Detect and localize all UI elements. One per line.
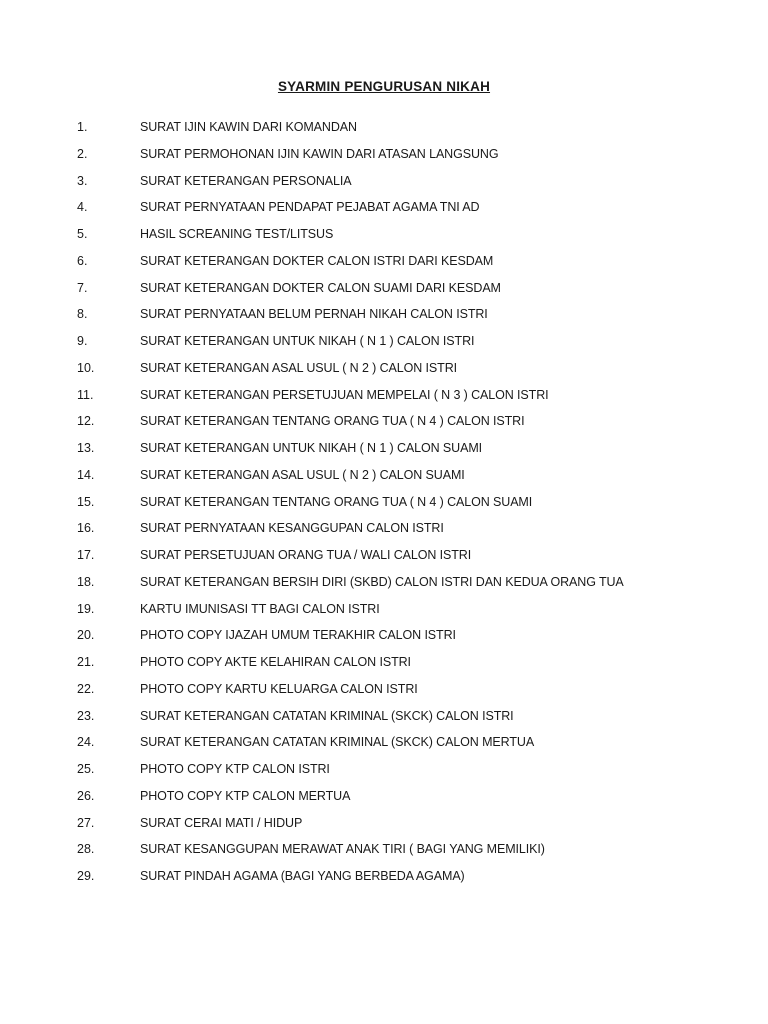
list-item xyxy=(0,141,768,168)
item-text: KARTU IMUNISASI TT BAGI CALON ISTRI xyxy=(140,601,380,616)
item-number: 10. xyxy=(77,360,95,375)
document-title: SYARMIN PENGURUSAN NIKAH xyxy=(277,79,491,94)
list-item xyxy=(0,489,768,516)
list-item xyxy=(0,836,768,863)
list-item xyxy=(0,328,768,355)
item-text: SURAT KETERANGAN CATATAN KRIMINAL (SKCK) CALON MERTUA xyxy=(140,735,535,750)
item-number: 28. xyxy=(77,842,95,857)
item-text: SURAT PERMOHONAN IJIN KAWIN DARI ATASAN LANGSUNG xyxy=(140,146,499,161)
item-text: PHOTO COPY KARTU KELUARGA CALON ISTRI xyxy=(140,681,418,696)
item-number: 11. xyxy=(77,387,94,402)
item-number: 8. xyxy=(77,307,88,322)
list-item xyxy=(0,649,768,676)
item-number: 23. xyxy=(77,708,95,723)
item-text: PHOTO COPY KTP CALON MERTUA xyxy=(140,788,351,803)
list-item xyxy=(0,462,768,489)
item-number: 16. xyxy=(77,521,95,536)
item-text: SURAT KETERANGAN UNTUK NIKAH ( N 1 ) CALON SUAMI xyxy=(140,441,483,455)
list-item xyxy=(0,783,768,810)
list-item xyxy=(0,729,768,756)
item-number: 15. xyxy=(77,494,95,509)
item-text: SURAT PINDAH AGAMA (BAGI YANG BERBEDA AGAMA) xyxy=(140,869,465,883)
requirements-list xyxy=(0,114,768,890)
item-text: SURAT KETERANGAN DOKTER CALON ISTRI DARI KESDAM xyxy=(140,253,494,268)
item-text: SURAT KETERANGAN PERSONALIA xyxy=(140,173,352,188)
list-item xyxy=(0,221,768,248)
item-number: 13. xyxy=(77,441,95,455)
item-text: SURAT PERNYATAAN BELUM PERNAH NIKAH CALON ISTRI xyxy=(140,307,488,322)
list-item xyxy=(0,382,768,409)
item-text: PHOTO COPY IJAZAH UMUM TERAKHIR CALON ISTRI xyxy=(140,628,456,643)
item-text: PHOTO COPY KTP CALON ISTRI xyxy=(140,762,330,776)
item-text: SURAT KETERANGAN PERSETUJUAN MEMPELAI ( N 3 ) CALON ISTRI xyxy=(140,387,549,402)
item-text: HASIL SCREANING TEST/LITSUS xyxy=(140,227,334,241)
list-item xyxy=(0,248,768,275)
item-number: 22. xyxy=(77,681,95,696)
item-number: 21. xyxy=(77,655,95,669)
item-number: 14. xyxy=(77,467,95,482)
item-text: SURAT KETERANGAN TENTANG ORANG TUA ( N 4 ) CALON ISTRI xyxy=(140,414,525,429)
list-item xyxy=(0,542,768,569)
item-text: SURAT KETERANGAN CATATAN KRIMINAL (SKCK) CALON ISTRI xyxy=(140,708,514,723)
item-number: 5. xyxy=(77,227,88,241)
list-item xyxy=(0,408,768,435)
item-text: SURAT KESANGGUPAN MERAWAT ANAK TIRI ( BAGI YANG MEMILIKI) xyxy=(140,842,545,857)
list-item xyxy=(0,515,768,542)
item-text: SURAT KETERANGAN TENTANG ORANG TUA ( N 4 ) CALON SUAMI xyxy=(140,494,533,509)
item-text: SURAT PERNYATAAN PENDAPAT PEJABAT AGAMA TNI AD xyxy=(140,200,480,215)
item-number: 29. xyxy=(77,869,95,883)
item-number: 25. xyxy=(77,762,95,776)
item-text: SURAT IJIN KAWIN DARI KOMANDAN xyxy=(140,120,357,134)
item-number: 4. xyxy=(77,200,88,215)
item-number: 18. xyxy=(77,574,95,589)
list-item xyxy=(0,703,768,730)
item-number: 6. xyxy=(77,253,88,268)
item-number: 20. xyxy=(77,628,95,643)
list-item xyxy=(0,355,768,382)
item-number: 24. xyxy=(77,735,95,750)
item-number: 26. xyxy=(77,788,95,803)
item-number: 7. xyxy=(77,280,88,295)
list-item xyxy=(0,676,768,703)
list-item xyxy=(0,596,768,623)
list-item xyxy=(0,168,768,195)
item-text: SURAT KETERANGAN ASAL USUL ( N 2 ) CALON ISTRI xyxy=(140,360,458,375)
item-text: SURAT KETERANGAN BERSIH DIRI (SKBD) CALON ISTRI DAN KEDUA ORANG TUA xyxy=(140,574,624,589)
item-text: SURAT PERNYATAAN KESANGGUPAN CALON ISTRI xyxy=(140,521,444,536)
item-text: SURAT KETERANGAN UNTUK NIKAH ( N 1 ) CALON ISTRI xyxy=(140,334,475,348)
item-text: SURAT CERAI MATI / HIDUP xyxy=(140,815,303,830)
item-number: 9. xyxy=(77,334,88,348)
item-text: SURAT KETERANGAN ASAL USUL ( N 2 ) CALON SUAMI xyxy=(140,467,465,482)
list-item xyxy=(0,275,768,302)
list-item xyxy=(0,301,768,328)
list-item xyxy=(0,756,768,783)
item-number: 19. xyxy=(77,601,95,616)
list-item xyxy=(0,569,768,596)
list-item xyxy=(0,622,768,649)
list-item xyxy=(0,810,768,837)
item-text: SURAT PERSETUJUAN ORANG TUA / WALI CALON ISTRI xyxy=(140,548,472,562)
item-number: 3. xyxy=(77,173,88,188)
item-number: 2. xyxy=(77,146,88,161)
item-number: 17. xyxy=(77,548,95,562)
list-item xyxy=(0,114,768,141)
list-item xyxy=(0,863,768,890)
item-number: 1. xyxy=(77,120,88,134)
item-text: SURAT KETERANGAN DOKTER CALON SUAMI DARI KESDAM xyxy=(140,280,501,295)
item-number: 27. xyxy=(77,815,95,830)
list-item xyxy=(0,435,768,462)
list-item xyxy=(0,194,768,221)
item-text: PHOTO COPY AKTE KELAHIRAN CALON ISTRI xyxy=(140,655,411,669)
item-number: 12. xyxy=(77,414,95,429)
